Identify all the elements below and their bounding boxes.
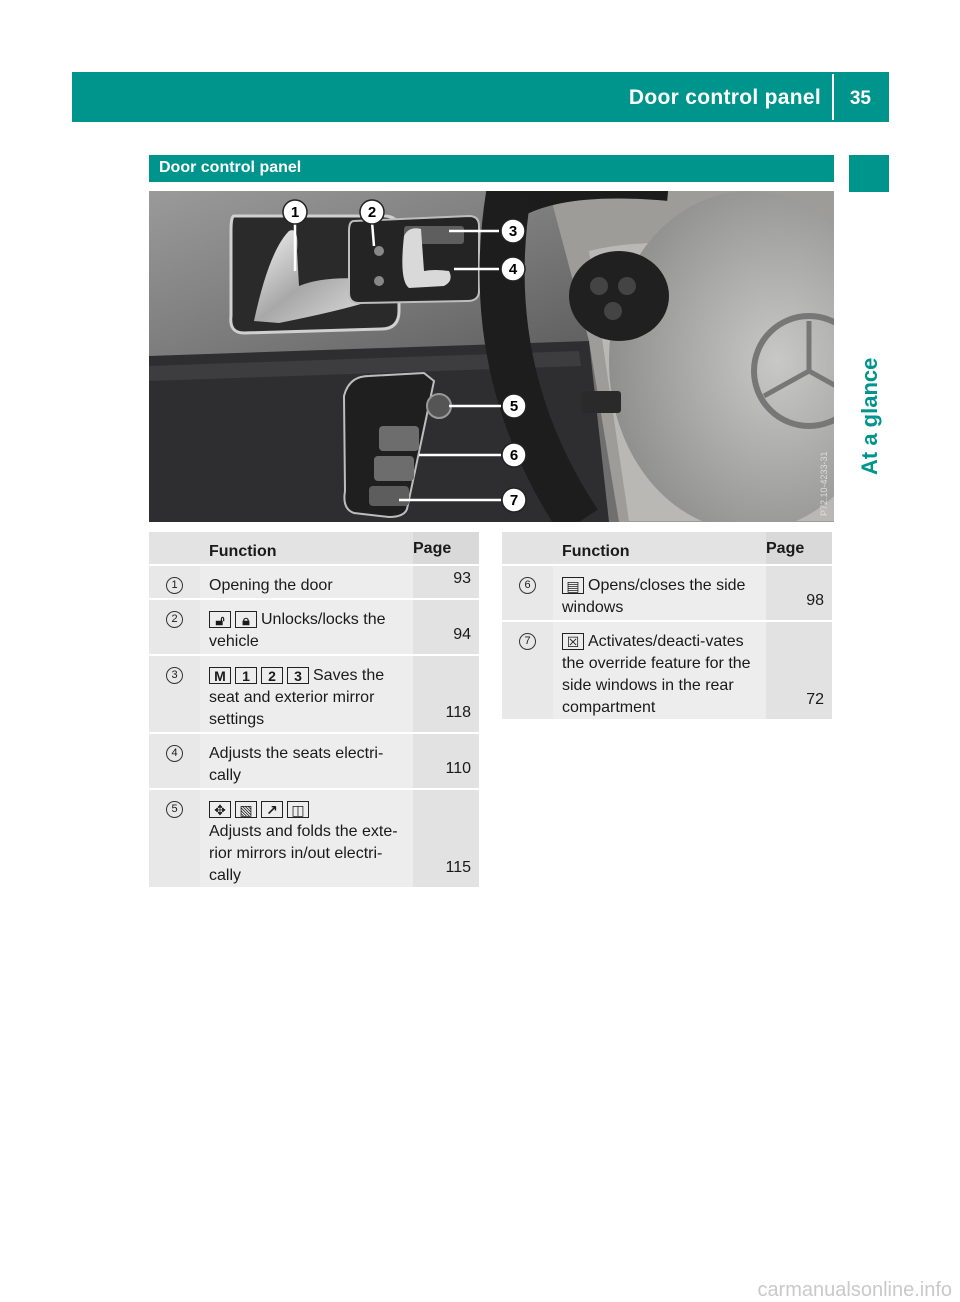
function-text: Activates/deacti-vates the override feature for the side windows in the rear compartment bbox=[562, 633, 751, 716]
section-title: Door control panel bbox=[159, 159, 302, 176]
window-lock-icon: ☒ bbox=[562, 633, 584, 650]
memory-3-key: 3 bbox=[287, 667, 309, 684]
memory-m-key: M bbox=[209, 667, 231, 684]
unlock-icon: 🔓︎ bbox=[209, 611, 231, 628]
page-ref: 115 bbox=[445, 859, 471, 876]
table-row bbox=[149, 733, 479, 789]
function-text: Opens/closes the side windows bbox=[562, 577, 746, 616]
callout-number: 3 bbox=[166, 667, 183, 684]
table-row bbox=[502, 565, 832, 621]
callout-number: 6 bbox=[519, 577, 536, 594]
callout-number: 1 bbox=[166, 577, 183, 594]
page-header bbox=[72, 72, 889, 122]
callout-number: 5 bbox=[166, 801, 183, 818]
col-function-header: Function bbox=[200, 532, 413, 565]
function-text: Adjusts the seats electri-cally bbox=[209, 745, 384, 784]
callout-number: 7 bbox=[519, 633, 536, 650]
table-row bbox=[149, 565, 479, 599]
callout-7: 7 bbox=[509, 492, 519, 509]
page-ref: 93 bbox=[453, 570, 471, 587]
footer-watermark: carmanualsonline.info bbox=[757, 1279, 952, 1301]
function-text: Opening the door bbox=[209, 577, 333, 594]
window-icon: ▤ bbox=[562, 577, 584, 594]
side-tab-label: At a glance bbox=[857, 357, 882, 475]
function-text: Saves the seat and exterior mirror settings bbox=[209, 667, 385, 728]
table-row bbox=[502, 621, 832, 719]
left-mirror-icon: ▧ bbox=[235, 801, 257, 818]
callout-number: 4 bbox=[166, 745, 183, 762]
side-tab-block bbox=[849, 155, 889, 192]
door-panel-photo bbox=[149, 191, 834, 522]
side-tab bbox=[849, 155, 889, 1302]
col-page-header: Page bbox=[766, 532, 832, 565]
fold-mirror-icon: ◫ bbox=[287, 801, 309, 818]
table-row bbox=[149, 599, 479, 655]
page-number: 35 bbox=[849, 88, 871, 109]
col-number bbox=[502, 532, 553, 565]
table-row bbox=[149, 655, 479, 733]
callout-6: 6 bbox=[509, 447, 519, 464]
function-table-right bbox=[502, 532, 832, 719]
page-ref: 110 bbox=[445, 760, 471, 777]
page-ref: 118 bbox=[445, 704, 471, 721]
page-ref: 98 bbox=[806, 592, 824, 609]
col-function-header: Function bbox=[553, 532, 766, 565]
callout-1: 1 bbox=[290, 204, 300, 221]
callout-3: 3 bbox=[508, 223, 518, 240]
lock-icon: 🔒︎ bbox=[235, 611, 257, 628]
callout-5: 5 bbox=[509, 398, 519, 415]
section-heading bbox=[149, 155, 834, 182]
callout-4: 4 bbox=[508, 261, 518, 278]
memory-1-key: 1 bbox=[235, 667, 257, 684]
header-separator bbox=[832, 74, 834, 120]
function-text: Adjusts and folds the exte-rior mirrors in/out electri-cally bbox=[209, 823, 398, 884]
function-text: Unlocks/locks the vehicle bbox=[209, 611, 386, 650]
callout-2: 2 bbox=[367, 204, 377, 221]
page-ref: 72 bbox=[806, 691, 824, 708]
col-page-header: Page bbox=[413, 532, 479, 565]
mirror-adjust-icon: ✥ bbox=[209, 801, 231, 818]
callout-number: 2 bbox=[166, 611, 183, 628]
door-panel-illustration bbox=[149, 191, 834, 522]
function-table-left bbox=[149, 532, 479, 887]
table-row bbox=[149, 789, 479, 887]
page-ref: 94 bbox=[453, 626, 471, 643]
right-mirror-icon: ↗ bbox=[261, 801, 283, 818]
col-number bbox=[149, 532, 200, 565]
memory-2-key: 2 bbox=[261, 667, 283, 684]
photo-code: P72.10-4233-31 bbox=[819, 451, 829, 516]
page-header-title: Door control panel bbox=[628, 86, 821, 109]
